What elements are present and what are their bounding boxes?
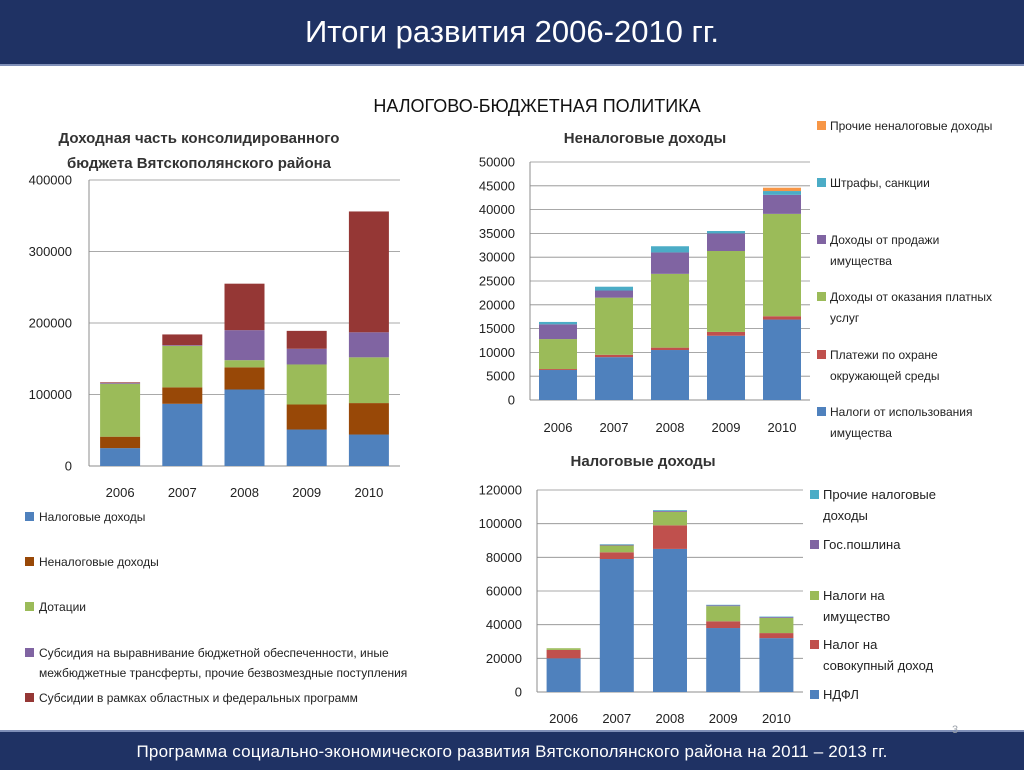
- nontax-legend-label: имущества: [830, 254, 892, 268]
- nontax-legend-swatch: [817, 235, 826, 244]
- tax-title-line: Налоговые доходы: [570, 453, 716, 470]
- nontax-bar-2010-series-2: [763, 214, 801, 316]
- nontax-title-line: Неналоговые доходы: [563, 130, 727, 147]
- nontax-ytick-label: 35000: [478, 225, 515, 241]
- nontax-bar-2009-series-0: [707, 336, 745, 400]
- budget-bar-2008-series-1: [225, 367, 265, 389]
- nontax-xtick-label: 2009: [711, 420, 741, 435]
- tax-bar-2010-series-4: [759, 617, 793, 618]
- tax-legend-label: доходы: [823, 508, 868, 523]
- tax-legend-swatch: [810, 640, 819, 649]
- budget-ytick-label: 200000: [28, 315, 72, 331]
- tax-bar-2008-series-3: [653, 511, 687, 512]
- tax-legend-label: Гос.пошлина: [823, 537, 901, 552]
- nontax-bar-2010-series-5: [763, 188, 801, 191]
- tax-ytick-label: 120000: [478, 482, 522, 498]
- footer-text: Программа социально-экономического развития Вятскополянского района на 2011 – 2013 гг.: [136, 742, 888, 761]
- budget-bar-2007-series-3: [162, 345, 202, 346]
- nontax-bar-2009-series-3: [707, 233, 745, 251]
- tax-bar-2008-series-1: [653, 525, 687, 549]
- tax-bar-2007-series-1: [600, 552, 634, 559]
- tax-xtick-label: 2010: [761, 711, 791, 726]
- slide-subtitle: НАЛОГОВО-БЮДЖЕТНАЯ ПОЛИТИКА: [373, 96, 701, 116]
- tax-legend-swatch: [810, 540, 819, 549]
- nontax-xtick-label: 2006: [543, 420, 573, 435]
- budget-bar-2009-series-2: [287, 364, 327, 404]
- nontax-ytick-label: 5000: [486, 368, 515, 384]
- nontax-legend-label: Прочие неналоговые доходы: [830, 119, 993, 133]
- nontax-bar-2006-series-3: [539, 324, 577, 339]
- tax-bar-2007-series-2: [600, 546, 634, 553]
- tax-bar-2010-series-1: [759, 633, 793, 638]
- tax-bar-2008-series-0: [653, 549, 687, 692]
- budget-legend-label: Неналоговые доходы: [39, 555, 159, 569]
- tax-bar-2010-series-3: [759, 617, 793, 618]
- budget-bar-2009-series-4: [287, 331, 327, 349]
- budget-legend-swatch: [25, 602, 34, 611]
- nontax-bar-2009-series-1: [707, 332, 745, 336]
- nontax-bar-2008-series-1: [651, 348, 689, 350]
- budget-legend-swatch: [25, 693, 34, 702]
- tax-bar-2010-series-0: [759, 638, 793, 692]
- nontax-legend-label: окружающей среды: [830, 369, 940, 383]
- slide-title: Итоги развития 2006-2010 гг.: [305, 14, 719, 49]
- budget-legend-label: Субсидии в рамках областных и федеральных программ: [39, 691, 358, 705]
- nontax-ytick-label: 0: [507, 392, 515, 408]
- tax-bar-2009-series-4: [706, 605, 740, 606]
- nontax-legend-label: имущества: [830, 426, 892, 440]
- tax-bar-2009-series-1: [706, 621, 740, 628]
- tax-bar-2006-series-2: [547, 648, 581, 650]
- tax-ytick-label: 40000: [485, 617, 522, 633]
- budget-bar-2007-series-1: [162, 387, 202, 403]
- nontax-xtick-label: 2010: [767, 420, 797, 435]
- tax-xtick-label: 2007: [602, 711, 632, 726]
- budget-ytick-label: 100000: [28, 387, 72, 402]
- tax-bar-2009-series-3: [706, 605, 740, 606]
- budget-bar-2008-series-4: [225, 284, 265, 330]
- tax-legend-swatch: [810, 690, 819, 699]
- nontax-bar-2009-series-4: [707, 231, 745, 233]
- budget-bar-2010-series-2: [349, 357, 389, 403]
- tax-bar-2008-series-4: [653, 510, 687, 511]
- nontax-xtick-label: 2007: [599, 420, 629, 435]
- budget-bar-2008-series-3: [225, 330, 265, 360]
- budget-title-line: Доходная часть консолидированного: [58, 130, 340, 147]
- nontax-bar-2007-series-2: [595, 298, 633, 355]
- budget-bar-2006-series-3: [100, 383, 140, 384]
- tax-bar-2007-series-3: [600, 545, 634, 546]
- tax-bar-2006-series-0: [547, 658, 581, 692]
- nontax-legend-swatch: [817, 178, 826, 187]
- tax-bar-2008-series-2: [653, 512, 687, 525]
- budget-bar-2010-series-1: [349, 403, 389, 434]
- budget-bar-2010-series-3: [349, 332, 389, 357]
- tax-xtick-label: 2009: [708, 711, 738, 726]
- slide-footer: [0, 730, 1024, 770]
- nontax-ytick-label: 15000: [478, 321, 515, 337]
- nontax-legend-label: услуг: [830, 311, 860, 325]
- tax-ytick-label: 0: [514, 684, 522, 700]
- nontax-legend-swatch: [817, 407, 826, 416]
- nontax-bar-2008-series-0: [651, 350, 689, 400]
- tax-bar-2009-series-2: [706, 606, 740, 621]
- budget-bar-2007-series-0: [162, 404, 202, 466]
- budget-bar-2009-series-3: [287, 349, 327, 365]
- nontax-bar-2008-series-3: [651, 252, 689, 273]
- tax-bar-2006-series-1: [547, 650, 581, 658]
- budget-bar-2006-series-1: [100, 437, 140, 448]
- nontax-ytick-label: 25000: [478, 273, 515, 289]
- budget-xtick-label: 2010: [354, 485, 384, 500]
- nontax-bar-2009-series-2: [707, 251, 745, 332]
- budget-legend-label: межбюджетные трансферты, прочие безвозмездные поступления: [39, 666, 408, 680]
- nontax-bar-2010-series-4: [763, 191, 801, 195]
- nontax-xtick-label: 2008: [655, 420, 685, 435]
- nontax-bar-2010-series-0: [763, 320, 801, 400]
- tax-xtick-label: 2008: [655, 711, 685, 726]
- nontax-bar-2006-series-0: [539, 370, 577, 400]
- budget-xtick-label: 2006: [105, 485, 135, 500]
- nontax-ytick-label: 40000: [478, 202, 515, 218]
- budget-legend-label: Субсидия на выравнивание бюджетной обеспеченности, иные: [39, 646, 389, 660]
- tax-ytick-label: 80000: [485, 549, 522, 565]
- nontax-ytick-label: 20000: [478, 297, 515, 313]
- nontax-bar-2010-series-3: [763, 195, 801, 214]
- nontax-legend-swatch: [817, 292, 826, 301]
- nontax-bar-2006-series-1: [539, 369, 577, 370]
- tax-ytick-label: 100000: [478, 516, 522, 532]
- budget-bar-2006-series-2: [100, 384, 140, 437]
- tax-legend-label: Прочие налоговые: [823, 487, 936, 502]
- nontax-ytick-label: 30000: [478, 249, 515, 265]
- nontax-bar-2010-series-1: [763, 316, 801, 319]
- budget-bar-2009-series-0: [287, 430, 327, 466]
- tax-legend-label: совокупный доход: [823, 658, 934, 673]
- nontax-legend-label: Платежи по охране: [830, 348, 938, 362]
- tax-bar-2007-series-0: [600, 559, 634, 692]
- nontax-legend-label: Штрафы, санкции: [830, 176, 930, 190]
- budget-ytick-label: 0: [64, 458, 72, 474]
- tax-bar-2010-series-2: [759, 618, 793, 633]
- tax-legend-label: НДФЛ: [823, 687, 859, 702]
- budget-bar-2010-series-4: [349, 211, 389, 332]
- budget-legend-swatch: [25, 557, 34, 566]
- nontax-ytick-label: 45000: [478, 178, 515, 194]
- nontax-ytick-label: 10000: [478, 344, 515, 360]
- tax-legend-label: имущество: [823, 609, 891, 624]
- budget-legend-label: Дотации: [39, 600, 86, 614]
- budget-bar-2010-series-0: [349, 435, 389, 466]
- nontax-ytick-label: 50000: [478, 154, 515, 170]
- nontax-legend-label: Доходы от оказания платных: [830, 290, 992, 304]
- nontax-bar-2008-series-4: [651, 246, 689, 252]
- nontax-legend-swatch: [817, 121, 826, 130]
- budget-legend-swatch: [25, 648, 34, 657]
- budget-xtick-label: 2008: [230, 485, 259, 500]
- nontax-bar-2007-series-3: [595, 291, 633, 298]
- budget-bar-2006-series-4: [100, 382, 140, 383]
- nontax-bar-2007-series-4: [595, 287, 633, 291]
- nontax-bar-2007-series-0: [595, 357, 633, 400]
- tax-legend-label: Налоги на: [823, 588, 885, 603]
- tax-xtick-label: 2006: [549, 711, 579, 726]
- tax-ytick-label: 60000: [485, 583, 522, 599]
- tax-legend-label: Налог на: [823, 637, 878, 652]
- nontax-bar-2006-series-2: [539, 339, 577, 369]
- budget-bar-2008-series-2: [225, 360, 265, 367]
- nontax-bar-2007-series-1: [595, 355, 633, 357]
- tax-legend-swatch: [810, 591, 819, 600]
- budget-xtick-label: 2007: [167, 485, 197, 500]
- budget-ytick-label: 300000: [28, 244, 72, 259]
- nontax-legend-label: Доходы от продажи: [830, 233, 940, 247]
- tax-legend-swatch: [810, 490, 819, 499]
- nontax-legend-label: Налоги от использования: [830, 405, 973, 419]
- budget-ytick-label: 400000: [28, 172, 72, 188]
- tax-ytick-label: 20000: [485, 650, 522, 666]
- budget-bar-2009-series-1: [287, 405, 327, 430]
- nontax-bar-2006-series-4: [539, 322, 577, 324]
- budget-xtick-label: 2009: [292, 485, 322, 500]
- budget-bar-2007-series-2: [162, 346, 202, 387]
- budget-legend-label: Налоговые доходы: [39, 510, 146, 524]
- budget-title-line: бюджета Вятскополянского района: [66, 155, 332, 172]
- nontax-bar-2008-series-2: [651, 274, 689, 348]
- page-number: 3: [952, 724, 959, 736]
- tax-bar-2007-series-4: [600, 544, 634, 545]
- nontax-legend-swatch: [817, 350, 826, 359]
- tax-bar-2009-series-0: [706, 628, 740, 692]
- budget-bar-2006-series-0: [100, 448, 140, 466]
- budget-legend-swatch: [25, 512, 34, 521]
- budget-bar-2007-series-4: [162, 334, 202, 345]
- budget-bar-2008-series-0: [225, 389, 265, 466]
